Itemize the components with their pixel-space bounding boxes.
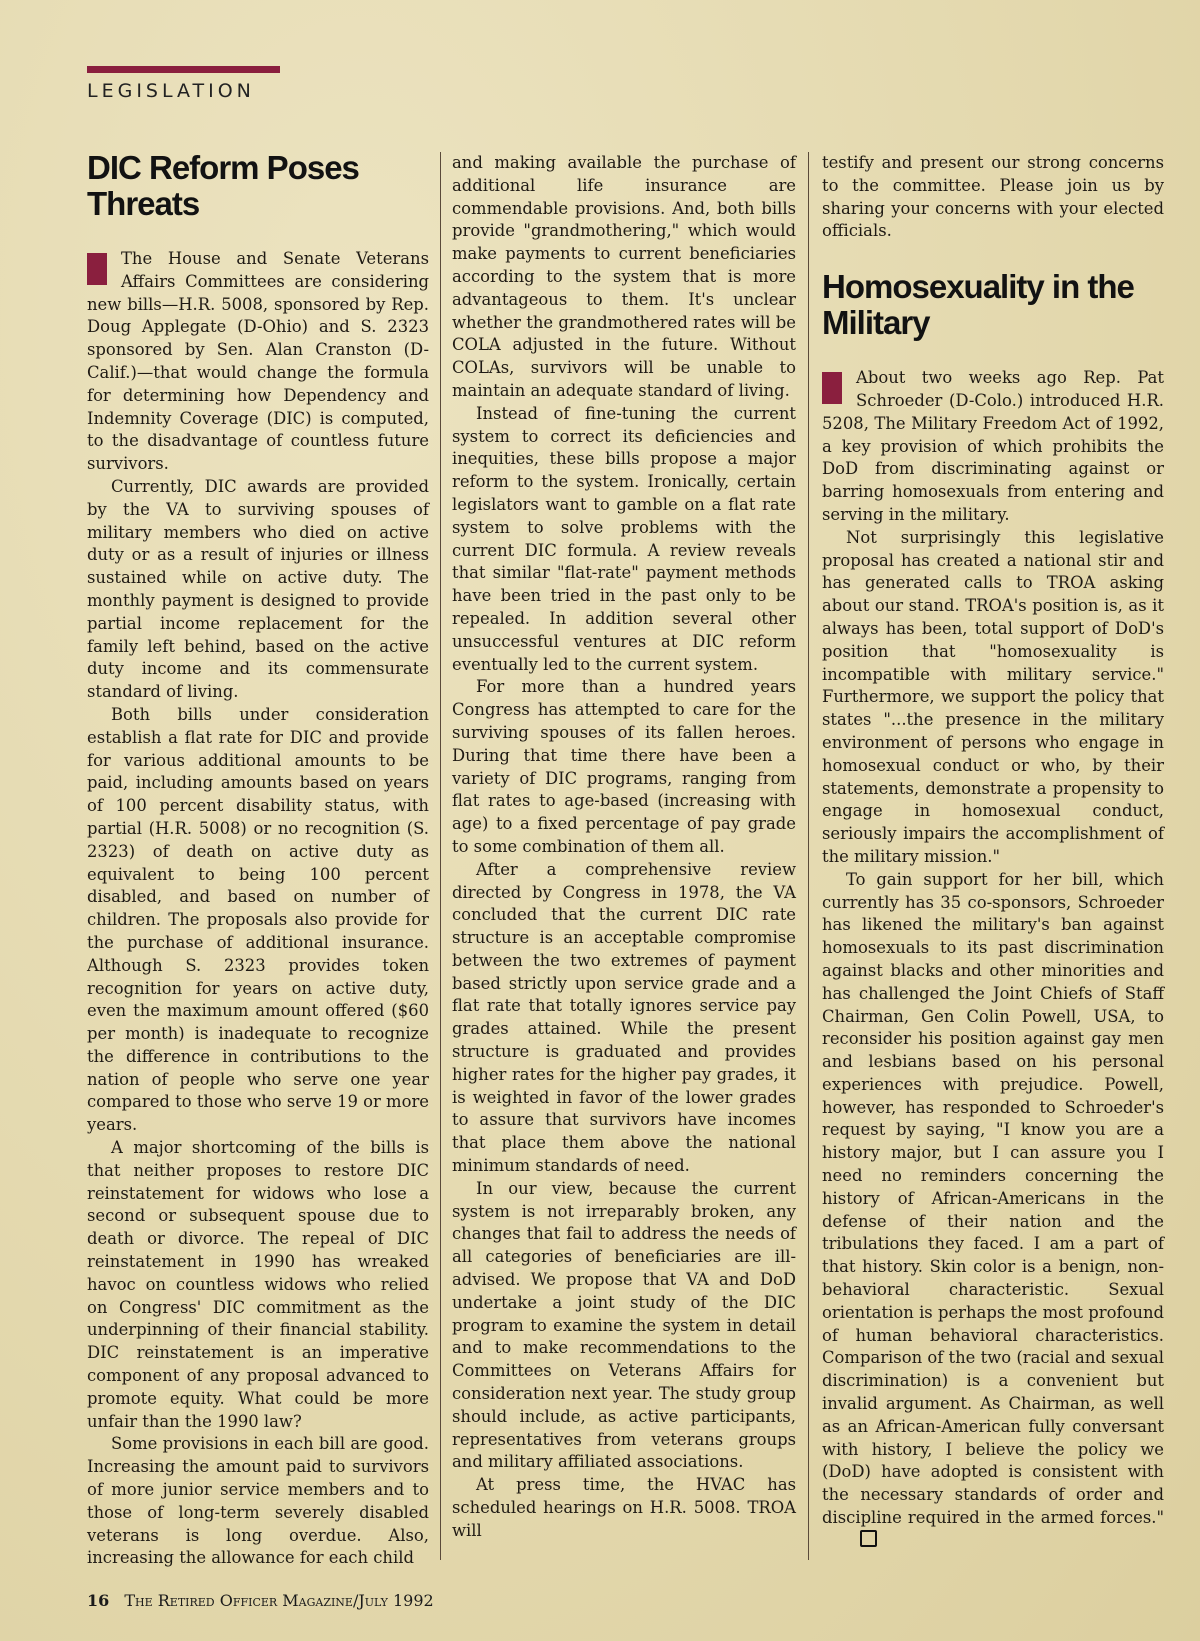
- article-paragraph: In our view, because the current system is not irreparably broken, any changes that fail to address the needs of all categories of beneficiaries are ill-advised. We propose that VA and DoD undertake a joint study of the DIC program to examine the system in detail and to make recommendations to the Committees on Veterans Affairs for consideration next year. The study group should include, as active participants, representatives from veterans groups and military affiliated associations.: [452, 1178, 796, 1472]
- drop-box-icon: [87, 253, 107, 285]
- article-paragraph: The House and Senate Veterans Affairs Committees are considering new bills—H.R. 5008, sponsored by Rep. Doug Applegate (D-Ohio) and S. 2323 sponsored by Sen. Alan Cranston (D-Calif.)—that would change the formula for determining how Dependency and Indemnity Coverage (DIC) is computed, to the disadvantage of countless future survivors.: [87, 249, 429, 474]
- article-paragraph: Not surprisingly this legislative proposal has created a national stir and has generated calls to TROA asking about our stand. TROA's position is, as it always has been, total support of DoD's position that "homosexuality is incompatible with military service." Furthermore, we support the policy that states "...the presence in the military environment of persons who engage in homosexual conduct or who, by their statements, demonstrate a propensity to engage in homosexual conduct, seriously impairs the accomplishment of the military mission.": [822, 527, 1164, 866]
- section-rule: [87, 66, 280, 73]
- article-title-dic: DIC Reform Poses Threats: [87, 149, 359, 222]
- column-2: [452, 152, 796, 1543]
- article-paragraph: Both bills under consideration establish a flat rate for DIC and provide for various additional amounts to be paid, including amounts based on years of 100 percent disability status, with partial (H.R. 5008) or no recognition (S. 2323) of death on active duty as equivalent to being 100 percent disabled, and based on number of children. The proposals also provide for the purchase of additional insurance. Although S. 2323 provides token recognition for years on active duty, even the maximum amount offered ($60 per month) is inadequate to recognize the difference in contributions to the nation of people who serve one year compared to those who serve 19 or more years.: [87, 704, 429, 1135]
- drop-box-icon: [822, 372, 842, 404]
- article-paragraph: To gain support for her bill, which currently has 35 co-sponsors, Schroeder has likened the military's ban against homosexuals to its past discrimination against blacks and other minorities and has challenged the Joint Chiefs of Staff Chairman, Gen Colin Powell, USA, to reconsider his position against gay men and lesbians based on his personal experiences with prejudice. Powell, however, has responded to Schroeder's request by saying, "I know you are a history major, but I can assure you I need no reminders concerning the history of African-Americans in the defense of their nation and the tribulations they faced. I am a part of that history. Skin color is a benign, non-behavioral characteristic. Sexual orientation is perhaps the most profound of human behavioral characteristics. Comparison of the two (racial and sexual discrimination) is a convenient but invalid argument. As Chairman, as well as an African-American fully conversant with history, I believe the policy we (DoD) have adopted is consistent with the necessary standards of order and discipline required in the armed forces.": [822, 869, 1164, 1553]
- end-mark-icon: [860, 1530, 877, 1547]
- article-paragraph: A major shortcoming of the bills is that neither proposes to restore DIC reinstatement for widows who lose a second or subsequent spouse due to death or divorce. The repeal of DIC reinstatement in 1990 has wreaked havoc on countless widows who relied on Congress' DIC commitment as the underpinning of their financial stability. DIC reinstatement is an imperative component of any proposal advanced to promote equity. What could be more unfair than the 1990 law?: [87, 1138, 429, 1431]
- column-divider: [440, 152, 441, 1560]
- article-title-homosexuality: Homosexuality in the Military: [822, 268, 1134, 342]
- column-1: [87, 150, 429, 1570]
- page-footer: [87, 1591, 434, 1610]
- article-paragraph: Some provisions in each bill are good. Increasing the amount paid to survivors of more junior service members and to those of long-term severely disabled veterans is long overdue. Also, increasing the allowance for each child: [87, 1434, 429, 1568]
- publication-name: The Retired Officer Magazine/July 1992: [124, 1591, 434, 1610]
- article-paragraph: Instead of fine-tuning the current system to correct its deficiencies and inequities, these bills propose a major reform to the system. Ironically, certain legislators want to gamble on a flat rate system to solve problems with the current DIC formula. A review reveals that similar "flat-rate" payment methods have been tried in the past only to be repealed. In addition several other unsuccessful ventures at DIC reform eventually led to the current system.: [452, 403, 796, 674]
- article-paragraph: and making available the purchase of additional life insurance are commendable provisions. And, both bills provide "grandmothering," which would make payments to current beneficiaries according to the system that is more advantageous to them. It's unclear whether the grandmothered rates will be COLA adjusted in the future. Without COLAs, survivors will be unable to maintain an adequate standard of living.: [452, 153, 796, 400]
- article-paragraph: After a comprehensive review directed by Congress in 1978, the VA concluded that the current DIC rate structure is an acceptable compromise between the two extremes of payment based strictly upon service grade and a flat rate that totally ignores service pay grades attained. While the present structure is graduated and provides higher rates for the higher pay grades, it is weighted in favor of the lower grades to assure that survivors have incomes that place them above the national minimum standards of need.: [452, 859, 796, 1176]
- page-number: 16: [87, 1591, 110, 1610]
- column-3: [822, 152, 1164, 1553]
- article-paragraph: Currently, DIC awards are provided by the VA to surviving spouses of military members who died on active duty or as a result of injuries or illness sustained while on active duty. The monthly payment is designed to provide partial income replacement for the family left behind, based on the active duty income and its commensurate standard of living.: [87, 476, 429, 702]
- article-paragraph: At press time, the HVAC has scheduled hearings on H.R. 5008. TROA will: [452, 1475, 796, 1540]
- section-label: LEGISLATION: [87, 80, 255, 102]
- article-paragraph: About two weeks ago Rep. Pat Schroeder (D-Colo.) introduced H.R. 5208, The Military Freedom Act of 1992, a key provision of which prohibits the DoD from discriminating against or barring homosexuals from entering and serving in the military.: [822, 368, 1164, 524]
- column-divider: [808, 152, 809, 1560]
- article-paragraph: For more than a hundred years Congress has attempted to care for the surviving spouses of its fallen heroes. During that time there have been a variety of DIC programs, ranging from flat rates to age-based (increasing with age) to a fixed percentage of pay grade to some combination of them all.: [452, 677, 796, 856]
- article-paragraph: testify and present our strong concerns to the committee. Please join us by sharing your concerns with your elected officials.: [822, 153, 1164, 241]
